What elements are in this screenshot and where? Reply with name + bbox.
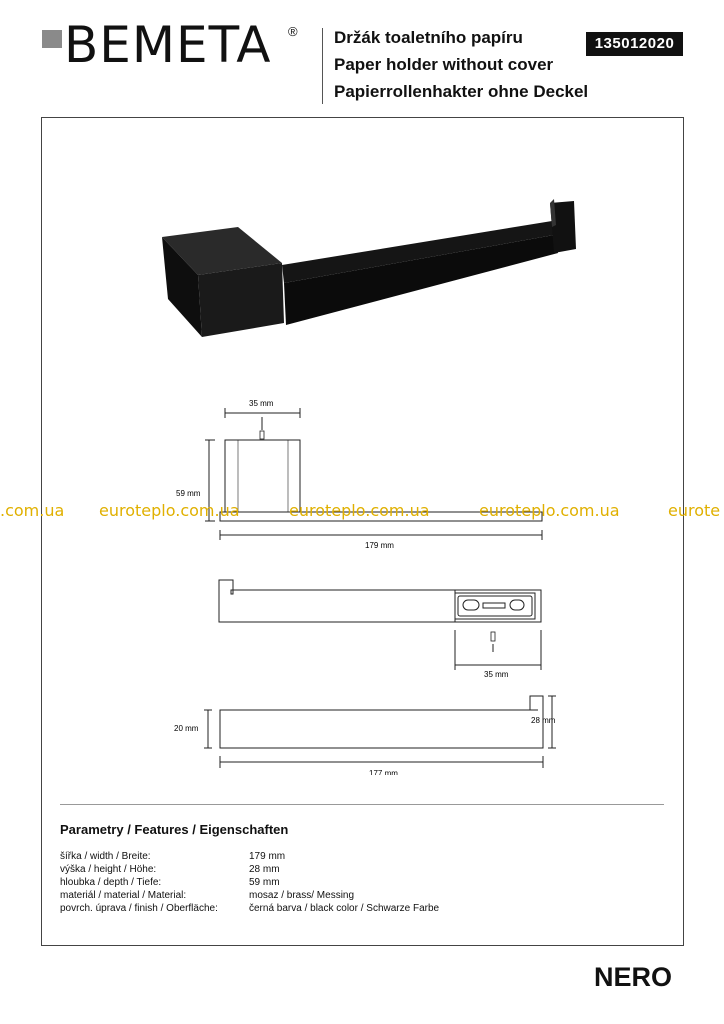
feature-label: povrch. úprava / finish / Oberfläche: (60, 903, 218, 914)
dim-overall-length: 179 mm (365, 541, 394, 550)
header-divider (322, 28, 323, 104)
logo-mark (42, 30, 62, 48)
dim-front-height-left: 20 mm (174, 724, 199, 733)
feature-value: mosaz / brass/ Messing (249, 890, 355, 901)
product-code: 135012020 (586, 32, 683, 56)
watermark-left: .com.ua (0, 501, 65, 520)
series-name: NERO (594, 962, 673, 992)
features-title: Parametry / Features / Eigenschaften (60, 822, 289, 837)
feature-value: 179 mm (249, 851, 286, 862)
dim-front-height-right: 28 mm (531, 716, 556, 725)
front-view-drawing (170, 690, 570, 775)
dim-plate-width: 35 mm (484, 670, 509, 679)
watermark-right: eurote (668, 501, 721, 520)
title-czech: Držák toaletního papíru (334, 28, 523, 47)
plan-view-drawing (205, 570, 565, 685)
watermark-1: euroteplo.com.ua (99, 501, 240, 520)
dim-front-length: 177 mm (369, 769, 398, 775)
features-divider (60, 804, 664, 805)
dim-top-width: 35 mm (249, 399, 274, 408)
watermark-3: euroteplo.com.ua (479, 501, 620, 520)
feature-value: černá barva / black color / Schwarze Farbe (249, 903, 440, 914)
feature-value: 59 mm (249, 877, 280, 888)
feature-label: výška / height / Höhe: (60, 864, 157, 875)
registered-mark: ® (288, 24, 298, 39)
watermark-2: euroteplo.com.ua (289, 501, 430, 520)
title-english: Paper holder without cover (334, 55, 554, 74)
dim-side-height: 59 mm (176, 489, 201, 498)
side-view-drawing (170, 395, 560, 555)
product-image (150, 195, 590, 345)
feature-label: šířka / width / Breite: (60, 851, 151, 862)
feature-label: hloubka / depth / Tiefe: (60, 877, 162, 888)
brand-logo: BEMETA (64, 16, 272, 74)
feature-value: 28 mm (249, 864, 280, 875)
title-german: Papierrollenhakter ohne Deckel (334, 82, 589, 101)
feature-label: materiál / material / Material: (60, 890, 187, 901)
